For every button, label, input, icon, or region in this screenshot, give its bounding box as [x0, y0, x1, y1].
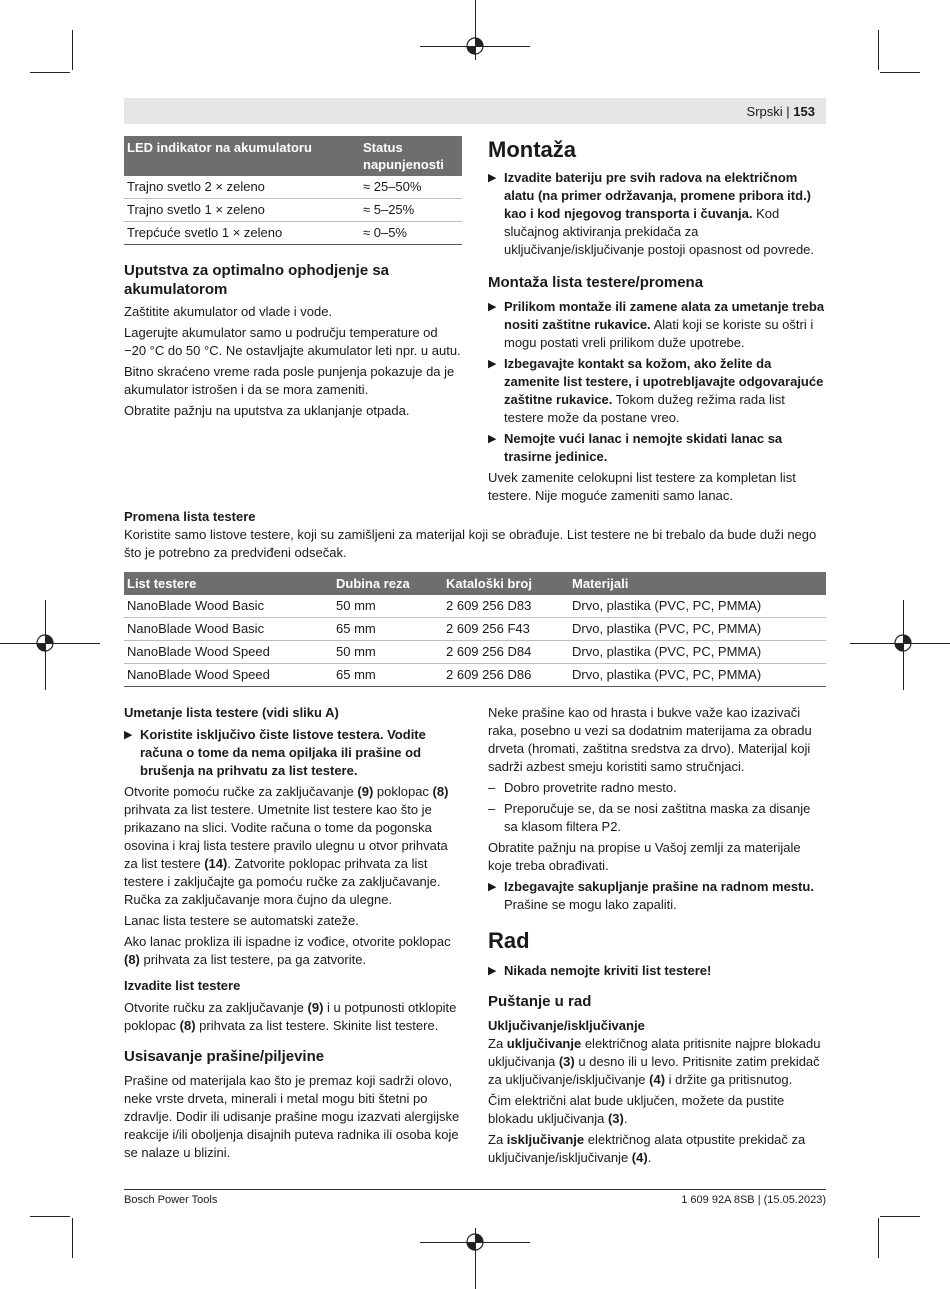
warning-bullet — [488, 962, 826, 980]
crop-mark — [72, 30, 73, 70]
dash-text: Dobro provetrite radno mesto. — [504, 780, 677, 795]
text-run: Za — [488, 1036, 507, 1051]
warning-bullet — [488, 298, 826, 352]
table-cell: NanoBlade Wood Speed — [124, 664, 333, 687]
table-header-cell: LED indikator na akumulatoru — [124, 136, 360, 176]
bullet-text: Alati koji se koriste su oštri i mogu postati vreli prilikom duže upotrebe. — [504, 317, 814, 350]
dash-text: Preporučuje se, da se nosi zaštitna maska za disanje sa klasom filtera P2. — [504, 801, 811, 834]
paragraph — [488, 1092, 826, 1128]
paragraph: Koristite samo listove testere, koji su zamišljeni za materijal koji se obrađuje. List testere ne bi trebalo da bude duži nego što je potrebno za predviđeni odsečak. — [124, 527, 817, 560]
table-cell: Trajno svetlo 2 × zeleno — [124, 176, 360, 199]
paragraph — [124, 783, 462, 909]
text-run: i držite ga pritisnutog. — [665, 1072, 793, 1087]
subsubsection-title: Uključivanje/isključivanje — [488, 1018, 645, 1033]
paragraph: Obratite pažnju na uputstva za uklanjanje otpada. — [124, 403, 410, 418]
subsection-title: Puštanje u rad — [488, 993, 592, 1010]
table-cell: Trepćuće svetlo 1 × zeleno — [124, 222, 360, 245]
table-cell: 2 609 256 D84 — [443, 641, 569, 664]
table-header-cell: Dubina reza — [333, 572, 443, 595]
table-header-cell: Kataloški broj — [443, 572, 569, 595]
paragraph — [124, 933, 462, 969]
bullet-arrow-icon: ▶ — [124, 729, 133, 741]
section-title-montaza: Montaža — [488, 137, 576, 162]
text-run: prihvata za list testere. Skinite list testere. — [195, 1018, 439, 1033]
text-run: električnog alata otpustite prekidač za uključivanje/isključivanje — [488, 1132, 806, 1165]
table-cell: NanoBlade Wood Speed — [124, 641, 333, 664]
text-run: u desno ili u levo. Pritisnite zatim prekidač za uključivanje/isključivanje — [488, 1054, 820, 1087]
bullet-arrow-icon: ▶ — [488, 881, 497, 893]
paragraph — [124, 999, 462, 1035]
dash-list-item — [488, 779, 826, 797]
page-header — [747, 103, 815, 121]
item-ref: (8) — [432, 784, 449, 799]
registration-mark-icon — [464, 35, 486, 57]
crop-mark — [30, 1216, 70, 1217]
left-column-top — [124, 136, 462, 423]
bullet-bold-text: Nemojte vući lanac i nemojte skidati lanac sa trasirne jedinice. — [504, 431, 783, 464]
registration-mark-icon — [464, 1231, 486, 1253]
table-row — [124, 595, 826, 618]
paragraph: Prašine od materijala kao što je premaz koji sadrži olovo, neke vrste drveta, minerali i metal mogu biti štetni po zdravlje. Dodir ili udisanje prašine mogu izazvati alergijske reakcije i/ili oboljenja disajnih puteva radnika ili osoba koje se nalaze u blizini. — [124, 1073, 460, 1160]
bullet-arrow-icon: ▶ — [488, 172, 497, 184]
table-cell: 2 609 256 F43 — [443, 618, 569, 641]
bullet-bold-text: Koristite isključivo čiste listove testera. Vodite računa o tome da nema opiljaka ili prašine od brušenja na prihvatu za list testere. — [140, 727, 426, 778]
bullet-bold-text: Nikada nemojte kriviti list testere! — [504, 963, 712, 978]
registration-mark-icon — [34, 632, 56, 654]
left-column-bottom — [124, 704, 462, 1165]
section-title-rad: Rad — [488, 928, 530, 953]
blade-table-wrapper — [124, 572, 826, 687]
paragraph: Obratite pažnju na propise u Vašoj zemlji za materijale koje treba obrađivati. — [488, 840, 801, 873]
dash-icon: – — [488, 780, 496, 795]
table-cell: Drvo, plastika (PVC, PC, PMMA) — [569, 664, 826, 687]
text-run: i u potpunosti otklopite poklopac — [124, 1000, 457, 1033]
page-number: 153 — [793, 104, 815, 119]
table-header-cell: Materijali — [569, 572, 826, 595]
crop-mark — [72, 1218, 73, 1258]
item-ref: (9) — [307, 1000, 324, 1015]
paragraph: Lanac lista testere se automatski zateže. — [124, 913, 359, 928]
table-header-cell: List testere — [124, 572, 333, 595]
table-header-row — [124, 136, 462, 176]
bullet-bold-text: Izvadite bateriju pre svih radova na električnom alatu (na primer održavanja, promene pribora itd.) kao i kod njegovog transporta i čuvanja. — [504, 170, 812, 221]
table-cell: 2 609 256 D83 — [443, 595, 569, 618]
subsection-title: Montaža lista testere/promena — [488, 274, 704, 291]
text-run: Za — [488, 1132, 507, 1147]
table-header-row — [124, 572, 826, 595]
crop-mark — [880, 72, 920, 73]
text-run: . Zatvorite poklopac prihvata za list testere i zaključajte ga pomoću ručke za zaključavanje. Ručka za zaključavanje mora čujno da ulegne. — [124, 856, 441, 907]
table-row — [124, 664, 826, 687]
item-ref: (8) — [179, 1018, 196, 1033]
section-title-promena: Promena lista testere — [124, 509, 256, 524]
warning-bullet — [488, 169, 826, 259]
item-ref: (4) — [649, 1072, 666, 1087]
crop-mark — [878, 30, 879, 70]
table-cell: ≈ 5–25% — [360, 199, 462, 222]
dash-list-item — [488, 800, 826, 836]
text-run-bold: uključivanje — [506, 1036, 582, 1051]
blade-table — [124, 572, 826, 687]
table-header-cell: Status napunjenosti — [360, 136, 462, 176]
section-title-battery-handling: Uputstva za optimalno ophodjenje sa akumulatorom — [124, 262, 390, 298]
bullet-text: Kod slučajnog aktiviranja prekidača za uključivanje/isključivanje postoji opasnost od povrede. — [504, 206, 815, 257]
paragraph: Lagerujte akumulator samo u području temperature od −20 °C do 50 °C. Ne ostavljajte akumulator leti npr. u autu. — [124, 325, 461, 358]
dash-icon: – — [488, 801, 496, 816]
bullet-arrow-icon: ▶ — [488, 301, 497, 313]
battery-led-table — [124, 136, 462, 245]
section-title-usisavanje: Usisavanje prašine/piljevine — [124, 1048, 325, 1065]
bullet-arrow-icon: ▶ — [488, 358, 497, 370]
paragraph: Uvek zamenite celokupni list testere za kompletan list testere. Nije moguće zameniti samo lanac. — [488, 470, 796, 503]
table-cell: 50 mm — [333, 641, 443, 664]
table-cell: 65 mm — [333, 618, 443, 641]
table-cell: Drvo, plastika (PVC, PC, PMMA) — [569, 595, 826, 618]
table-row — [124, 199, 462, 222]
table-row — [124, 641, 826, 664]
bullet-bold-text: Izbegavajte sakupljanje prašine na radnom mestu. — [504, 879, 814, 894]
text-run: Čim električni alat bude uključen, možete da pustite blokadu uključivanja — [488, 1093, 785, 1126]
warning-bullet — [124, 726, 462, 780]
table-row — [124, 222, 462, 245]
table-cell: NanoBlade Wood Basic — [124, 618, 333, 641]
text-run: Ako lanac prokliza ili ispadne iz vođice, otvorite poklopac — [124, 934, 451, 949]
footer-divider — [124, 1189, 826, 1190]
header-band — [124, 98, 826, 124]
paragraph: Zaštitite akumulator od vlade i vode. — [124, 304, 333, 319]
text-run: . — [647, 1150, 652, 1165]
section-title-umetanje: Umetanje lista testere (vidi sliku A) — [124, 705, 339, 720]
section-title-izvadite: Izvadite list testere — [124, 978, 241, 993]
bullet-arrow-icon: ▶ — [488, 965, 497, 977]
bullet-bold-text: Prilikom montaže ili zamene alata za umetanje treba nositi zaštitne rukavice. — [504, 299, 825, 332]
text-run-bold: isključivanje — [506, 1132, 585, 1147]
bullet-text: Prašine se mogu lako zapaliti. — [504, 897, 677, 912]
item-ref: (4) — [631, 1150, 648, 1165]
paragraph — [488, 1131, 826, 1167]
item-ref: (9) — [357, 784, 374, 799]
paragraph — [488, 1035, 826, 1089]
table-cell: 2 609 256 D86 — [443, 664, 569, 687]
table-cell: Trajno svetlo 1 × zeleno — [124, 199, 360, 222]
text-run: poklopac — [373, 784, 433, 799]
bullet-text: Tokom dužeg režima rada list testere može da postane vreo. — [504, 392, 785, 425]
bullet-bold-text: Izbegavajte kontakt sa kožom, ako želite da zamenite list testere, i upotrebljavajte odgovarajuće zaštitne rukavice. — [504, 356, 824, 407]
footer-doc-id: 1 609 92A 8SB | (15.05.2023) — [681, 1194, 826, 1206]
warning-bullet — [488, 430, 826, 466]
registration-mark-icon — [892, 632, 914, 654]
table-row — [124, 176, 462, 199]
paragraph: Bitno skraćeno vreme rada posle punjenja pokazuje da je akumulator istrošen i da se mora zameniti. — [124, 364, 455, 397]
text-run: električnog alata pritisnite najpre blokadu uključivanja — [488, 1036, 821, 1069]
table-cell: NanoBlade Wood Basic — [124, 595, 333, 618]
table-cell: Drvo, plastika (PVC, PC, PMMA) — [569, 641, 826, 664]
table-cell: ≈ 0–5% — [360, 222, 462, 245]
item-ref: (3) — [558, 1054, 575, 1069]
paragraph: Neke prašine kao od hrasta i bukve važe kao izazivači raka, posebno u vezi sa dodatnim materijama za obradu drveta (hromati, zaštitna sredstva za drvo). Materijal koji sadrži azbest smeju koristiti samo stručnjaci. — [488, 705, 812, 774]
footer-brand: Bosch Power Tools — [124, 1194, 218, 1206]
warning-bullet — [488, 355, 826, 427]
header-language: Srpski — [746, 104, 783, 119]
right-column-top — [488, 137, 826, 508]
right-column-bottom — [488, 704, 826, 1170]
header-separator: | — [786, 104, 790, 119]
blade-change-section — [124, 508, 826, 565]
text-run: prihvata za list testere. Umetnite list testere kao što je prikazano na slici. Vodite računa o tome da pogonska osovina i kraj lista testere pravilo ulegnu u otvor prihvata za list testere — [124, 802, 448, 871]
table-cell: Drvo, plastika (PVC, PC, PMMA) — [569, 618, 826, 641]
crop-mark — [878, 1218, 879, 1258]
item-ref: (8) — [124, 952, 140, 967]
text-run: . — [623, 1111, 628, 1126]
text-run: prihvata za list testere, pa ga zatvorite. — [139, 952, 367, 967]
table-row — [124, 618, 826, 641]
item-ref: (14) — [204, 856, 228, 871]
warning-bullet — [488, 878, 826, 914]
bullet-arrow-icon: ▶ — [488, 433, 497, 445]
text-run: Otvorite pomoću ručke za zaključavanje — [124, 784, 358, 799]
table-cell: 50 mm — [333, 595, 443, 618]
item-ref: (3) — [607, 1111, 624, 1126]
table-cell: 65 mm — [333, 664, 443, 687]
crop-mark — [30, 72, 70, 73]
table-cell: ≈ 25–50% — [360, 176, 462, 199]
crop-mark — [880, 1216, 920, 1217]
text-run: Otvorite ručku za zaključavanje — [124, 1000, 308, 1015]
